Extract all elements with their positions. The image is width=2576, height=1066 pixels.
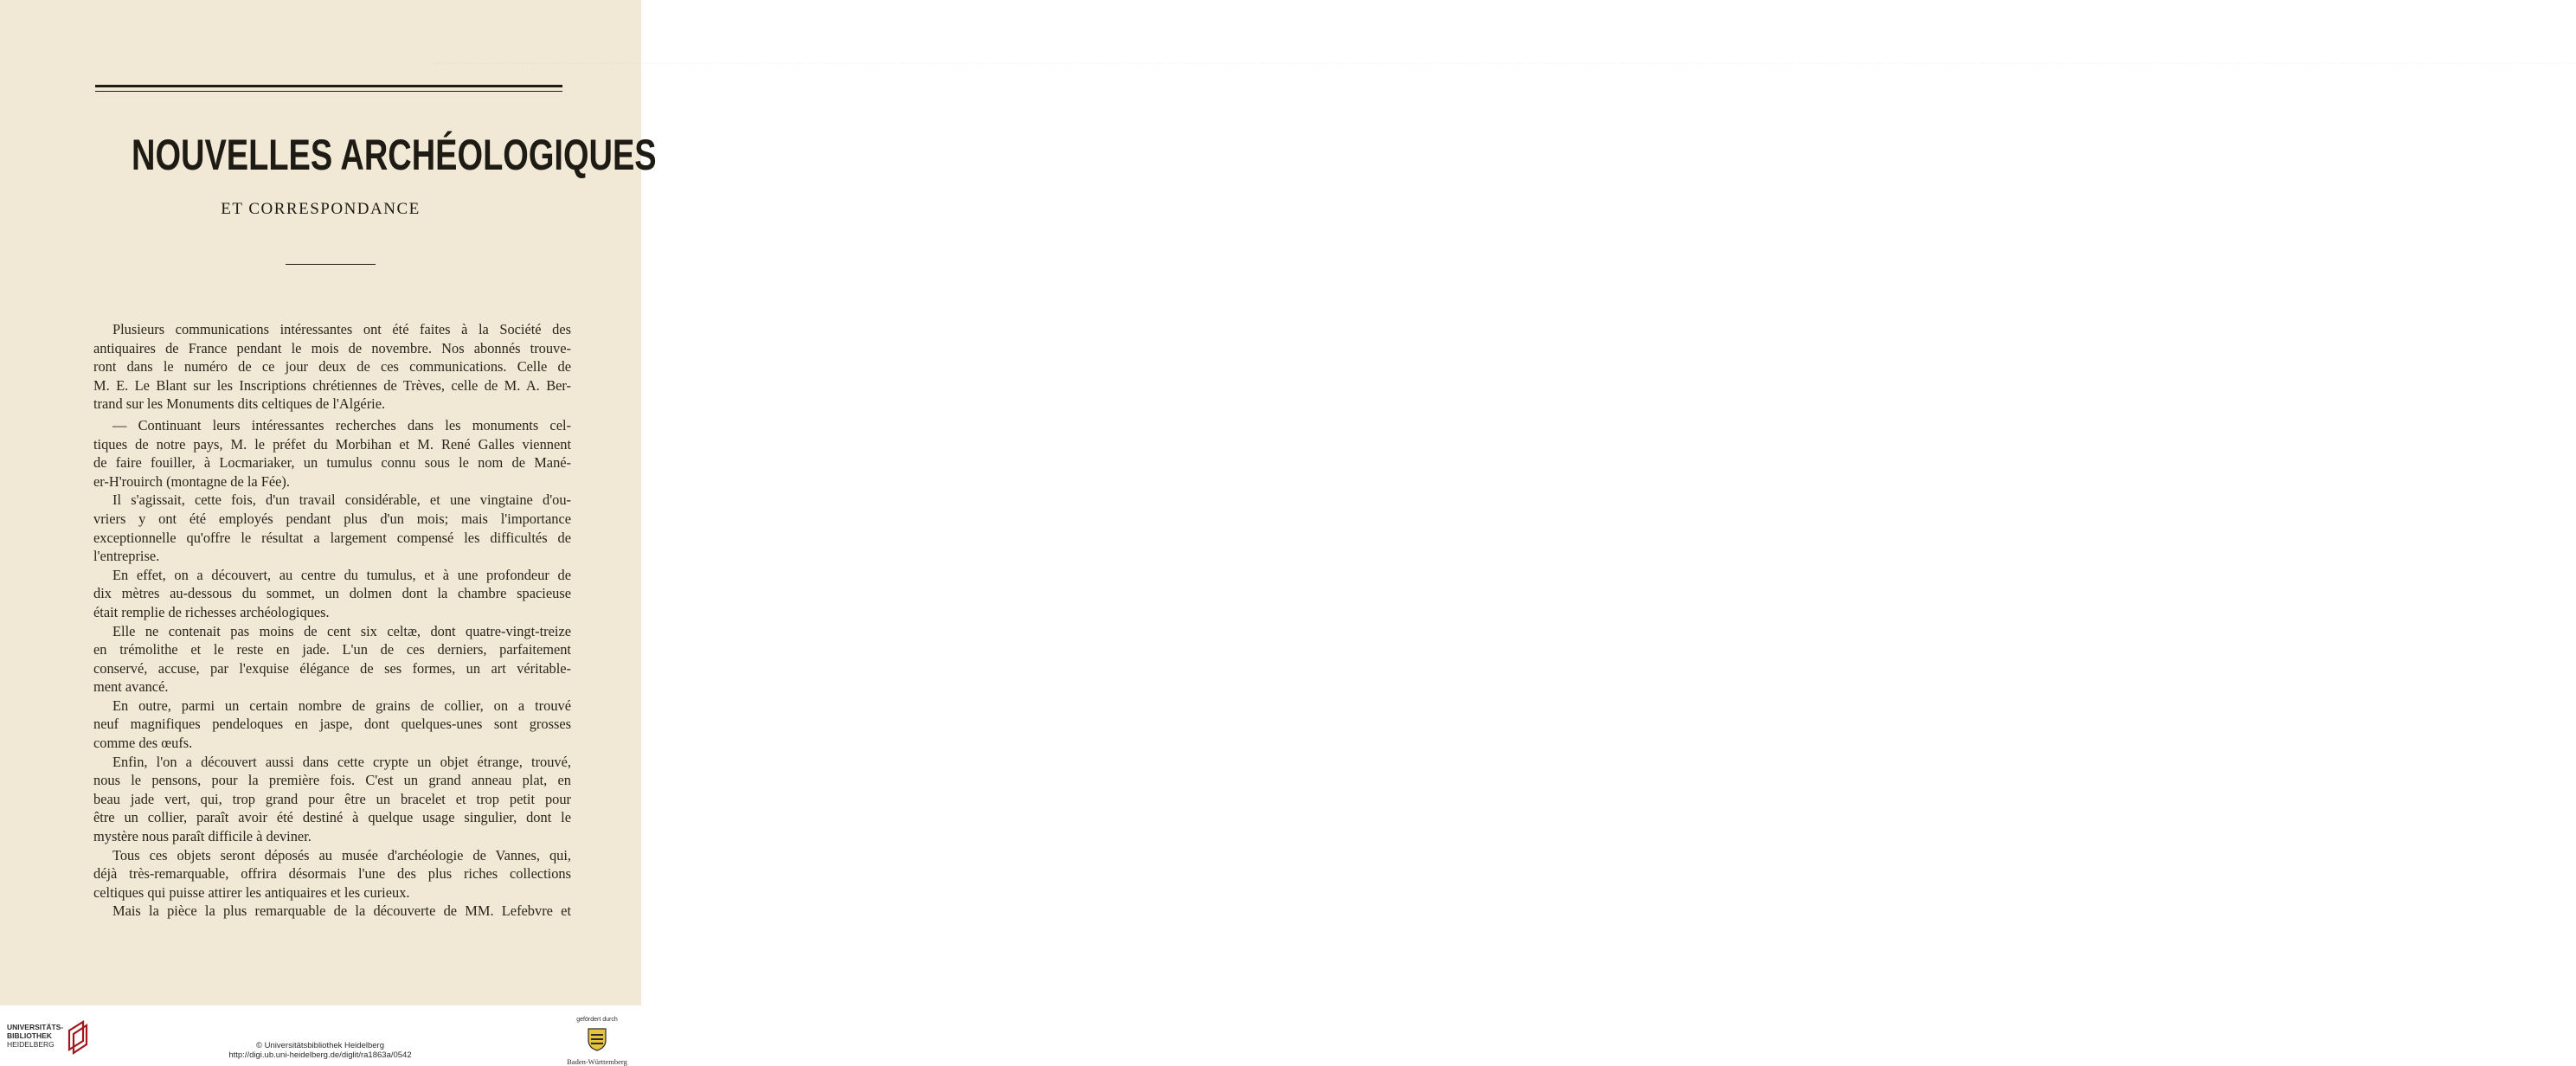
text-line: en trémolithe et le reste en jade. L'un de ces derniers, parfaitement bbox=[93, 641, 571, 658]
paragraph bbox=[93, 320, 571, 414]
text-line: Tous ces objets seront déposés au musée d'archéologie de Vannes, qui, bbox=[112, 846, 571, 864]
funder-name: Baden-Württemberg bbox=[567, 1057, 627, 1066]
text-line: comme des œufs. bbox=[93, 735, 193, 752]
bleed-through-texture: .......................................................................................................................................................................................................................................................................................................................................................................................................................................................................................................................................................................................................................................................................................................................................................................................... bbox=[433, 54, 2576, 67]
text-line: celtiques qui puisse attirer les antiquaires et les curieux. bbox=[93, 883, 410, 901]
paragraph bbox=[93, 902, 571, 921]
text-line: était remplie de richesses archéologiques. bbox=[93, 603, 330, 620]
text-line: l'entreprise. bbox=[93, 548, 160, 565]
text-line: Il s'agissait, cette fois, d'un travail considérable, et une vingtaine d'ou- bbox=[112, 491, 571, 509]
footer bbox=[0, 1005, 641, 1066]
coat-of-arms-icon bbox=[586, 1026, 608, 1052]
text-line: er-H'rouirch (montagne de la Fée). bbox=[93, 472, 290, 490]
text-line: Plusieurs communications intéressantes ont été faites à la Société des bbox=[112, 321, 571, 337]
text-line: mystère nous paraît difficile à deviner. bbox=[93, 828, 312, 845]
paragraph bbox=[93, 846, 571, 902]
text-line: neuf magnifiques pendeloques en jaspe, dont quelques-unes sont grosses bbox=[93, 716, 571, 733]
library-name-line2: BIBLIOTHEK bbox=[7, 1031, 52, 1040]
page-title: NOUVELLES ARCHÉOLOGIQUES bbox=[132, 131, 657, 179]
funded-by-label: gefördert durch bbox=[576, 1017, 618, 1023]
page-subtitle: ET CORRESPONDANCE bbox=[221, 200, 421, 218]
text-line: être un collier, paraît avoir été destiné à quelque usage singulier, dont le bbox=[93, 809, 571, 826]
text-line: dix mètres au-dessous du sommet, un dolmen dont la chambre spacieuse bbox=[93, 585, 571, 602]
article-body bbox=[93, 320, 571, 921]
header-rule bbox=[95, 85, 562, 87]
text-line: exceptionnelle qu'offre le résultat a largement compensé les difficultés de bbox=[93, 529, 571, 546]
text-line: Enfin, l'on a découvert aussi dans cette crypte un objet étrange, trouvé, bbox=[112, 753, 571, 770]
library-logo-icon bbox=[66, 1020, 88, 1055]
copyright-text: © Universitätsbibliothek Heidelberg bbox=[256, 1041, 384, 1050]
text-line: Mais la pièce la plus remarquable de la découverte de MM. Lefebvre et bbox=[112, 902, 571, 920]
text-line: ment avancé. bbox=[93, 678, 169, 696]
text-line: Elle ne contenait pas moins de cent six celtæ, dont quatre-vingt-treize bbox=[112, 622, 571, 639]
text-line: beau jade vert, qui, trop grand pour être un bracelet et trop petit pour bbox=[93, 790, 571, 807]
paragraph bbox=[93, 566, 571, 622]
paragraph bbox=[93, 491, 571, 565]
permalink[interactable]: http://digi.ub.uni-heidelberg.de/diglit/ra1863a/0542 bbox=[228, 1050, 412, 1060]
text-line: En effet, on a découvert, au centre du tumulus, et à une profondeur de bbox=[112, 566, 571, 583]
section-divider bbox=[286, 264, 376, 265]
library-name-line1: UNIVERSITÄTS- bbox=[7, 1023, 64, 1031]
paragraph bbox=[93, 753, 571, 846]
funder-block bbox=[554, 1017, 640, 1066]
text-line: antiquaires de France pendant le mois de novembre. Nos abonnés trouve- bbox=[93, 339, 571, 356]
text-line: de faire fouiller, à Locmariaker, un tumulus connu sous le nom de Mané- bbox=[93, 454, 571, 472]
text-line: trand sur les Monuments dits celtiques de l'Algérie. bbox=[93, 395, 386, 413]
text-line: tiques de notre pays, M. le préfet du Morbihan et M. René Galles viennent bbox=[93, 435, 571, 453]
text-line: nous le pensons, pour la première fois. C'est un grand anneau plat, en bbox=[93, 772, 571, 789]
paragraph bbox=[93, 416, 571, 491]
text-line: conservé, accuse, par l'exquise élégance de ses formes, un art véritable- bbox=[93, 659, 571, 677]
text-line: — Continuant leurs intéressantes recherches dans les monuments cel- bbox=[112, 416, 571, 433]
text-line: ront dans le numéro de ce jour deux de ces communications. Celle de bbox=[93, 358, 571, 376]
paragraph bbox=[93, 622, 571, 697]
text-line: En outre, parmi un certain nombre de grains de collier, on a trouvé bbox=[112, 697, 571, 714]
text-line: vriers y ont été employés pendant plus d'un mois; mais l'importance bbox=[93, 510, 571, 527]
text-line: déjà très-remarquable, offrira désormais l'une des plus riches collections bbox=[93, 865, 571, 883]
text-line: M. E. Le Blant sur les Inscriptions chrétiennes de Trèves, celle de M. A. Ber- bbox=[93, 376, 571, 394]
header-rule-thin bbox=[95, 91, 562, 92]
library-logo-text bbox=[7, 1023, 63, 1049]
library-name-line3: HEIDELBERG bbox=[7, 1040, 55, 1049]
paragraph bbox=[93, 697, 571, 753]
credit-block bbox=[173, 1041, 467, 1060]
